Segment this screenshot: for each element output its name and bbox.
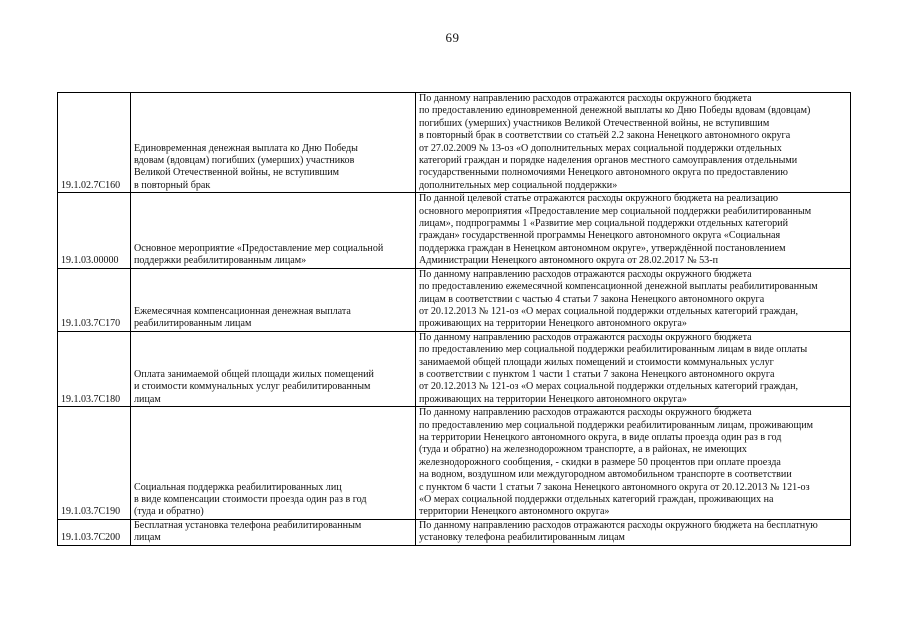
name-line: лицам xyxy=(134,532,161,544)
description-line: в соответствии с пунктом 1 части 1 статьи 7 закона Ненецкого автономного округа xyxy=(419,368,775,380)
target-article-description xyxy=(416,93,851,193)
table-row xyxy=(58,268,851,331)
description-line: погибших (умерших) участников Великой Отечественной войны, не вступившим xyxy=(419,117,770,129)
description-line: железнодорожного сообщения, - скидки в размере 50 процентов при оплате проезда xyxy=(419,456,781,468)
table-row xyxy=(58,93,851,193)
description-line: по предоставлению единовременной денежной выплаты ко Дню Победы вдовам (вдовцам) xyxy=(419,105,811,117)
name-line: Ежемесячная компенсационная денежная выплата xyxy=(134,305,351,317)
description-line: По данному направлению расходов отражаются расходы окружного бюджета xyxy=(419,93,752,104)
target-article-description xyxy=(416,331,851,406)
description-line: от 20.12.2013 № 121-оз «О мерах социальной поддержки отдельных категорий граждан, xyxy=(419,381,799,393)
description-line: по предоставлению мер социальной поддержки реабилитированным лицам, проживающим xyxy=(419,419,814,431)
name-line: (туда и обратно) xyxy=(134,506,204,518)
name-line: в виде компенсации стоимости проезда один раз в год xyxy=(134,494,367,505)
description-line: занимаемой общей площади жилых помещений и стоимости коммунальных услуг xyxy=(419,356,774,368)
description-line: на водном, воздушном или междугородном автомобильном транспорте в соответствии xyxy=(419,469,792,481)
target-article-code: 19.1.03.7С200 xyxy=(58,519,131,545)
description-line: лицам», подпрограммы 1 «Развитие мер социальной поддержки отдельных категорий xyxy=(419,218,788,230)
target-article-code: 19.1.03.7С190 xyxy=(58,407,131,520)
description-line: поддержка граждан в Ненецком автономном округе», утверждённой постановлением xyxy=(419,242,786,254)
target-article-name xyxy=(131,93,416,193)
description-line: По данному направлению расходов отражаются расходы окружного бюджета xyxy=(419,268,752,280)
name-line: Единовременная денежная выплата ко Дню Победы xyxy=(134,142,358,154)
description-line: дополнительных мер социальной поддержки» xyxy=(419,179,618,191)
name-line: вдовам (вдовцам) погибших (умерших) участников xyxy=(134,155,355,167)
description-line: проживающих на территории Ненецкого автономного округа» xyxy=(419,393,687,405)
target-article-code: 19.1.03.00000 xyxy=(58,193,131,268)
description-line: «О мерах социальной поддержки отдельных категорий граждан, проживающих на xyxy=(419,494,774,505)
table-row xyxy=(58,193,851,268)
target-article-description xyxy=(416,268,851,331)
description-line: (туда и обратно) на железнодорожном транспорте, а в районах, не имеющих xyxy=(419,444,747,456)
table-row xyxy=(58,331,851,406)
name-line: в повторный брак xyxy=(134,179,211,191)
description-line: категорий граждан и порядке наделения органов местного самоуправления отдельными xyxy=(419,155,798,167)
name-line: Основное мероприятие «Предоставление мер социальной xyxy=(134,242,384,254)
target-article-name xyxy=(131,331,416,406)
description-line: По данной целевой статье отражаются расходы окружного бюджета на реализацию xyxy=(419,193,779,205)
description-line: территории Ненецкого автономного округа» xyxy=(419,506,610,518)
target-article-code: 19.1.03.7С170 xyxy=(58,268,131,331)
name-line: лицам xyxy=(134,393,161,405)
description-line: По данному направлению расходов отражаются расходы окружного бюджета на бесплатную xyxy=(419,519,818,531)
description-line: установку телефона реабилитированным лицам xyxy=(419,532,625,544)
target-article-description xyxy=(416,193,851,268)
table-row xyxy=(58,519,851,545)
description-line: основного мероприятия «Предоставление мер социальной поддержки реабилитированным xyxy=(419,205,812,217)
target-article-name xyxy=(131,193,416,268)
description-line: лицам в соответствии с частью 4 статьи 7 закона Ненецкого автономного округа xyxy=(419,293,765,305)
page-number: 69 xyxy=(445,30,460,45)
target-article-name xyxy=(131,519,416,545)
description-line: граждан» государственной программы Ненецкого автономного округа «Социальная xyxy=(419,230,781,242)
description-line: По данному направлению расходов отражаются расходы окружного бюджета xyxy=(419,331,752,343)
name-line: Оплата занимаемой общей площади жилых помещений xyxy=(134,368,374,380)
description-line: Администрации Ненецкого автономного округа от 28.02.2017 № 53-п xyxy=(419,255,718,267)
target-article-description xyxy=(416,407,851,520)
description-line: в повторный брак в соответствии со статьёй 2.2 закона Ненецкого автономного округа xyxy=(419,130,791,142)
description-line: от 27.02.2009 № 13-оз «О дополнительных мерах социальной поддержки отдельных xyxy=(419,142,782,154)
target-article-description xyxy=(416,519,851,545)
table-row xyxy=(58,407,851,520)
description-line: по предоставлению мер социальной поддержки реабилитированным лицам в виде оплаты xyxy=(419,344,808,356)
name-line: поддержки реабилитированным лицам» xyxy=(134,255,307,267)
description-line: проживающих на территории Ненецкого автономного округа» xyxy=(419,318,687,330)
name-line: Великой Отечественной войны, не вступившим xyxy=(134,167,340,179)
description-line: По данному направлению расходов отражаются расходы окружного бюджета xyxy=(419,407,752,419)
target-article-name xyxy=(131,407,416,520)
description-line: государственными полномочиями Ненецкого автономного округа по предоставлению xyxy=(419,167,788,179)
name-line: и стоимости коммунальных услуг реабилитированным xyxy=(134,381,371,393)
description-line: от 20.12.2013 № 121-оз «О мерах социальной поддержки отдельных категорий граждан, xyxy=(419,305,799,317)
target-article-name xyxy=(131,268,416,331)
target-article-code: 19.1.02.7С160 xyxy=(58,93,131,193)
target-article-code: 19.1.03.7С180 xyxy=(58,331,131,406)
name-line: реабилитированным лицам xyxy=(134,318,252,330)
description-line: по предоставлению ежемесячной компенсационной денежной выплаты реабилитированным xyxy=(419,281,818,293)
description-line: на территории Ненецкого автономного округа, в виде оплаты проезда один раз в год xyxy=(419,431,782,443)
name-line: Бесплатная установка телефона реабилитированным xyxy=(134,519,362,531)
name-line: Социальная поддержка реабилитированных лиц xyxy=(134,481,342,493)
budget-classification-table xyxy=(57,92,851,546)
description-line: с пунктом 6 части 1 статьи 7 закона Ненецкого автономного округа от 20.12.2013 № 121-оз xyxy=(419,481,810,493)
